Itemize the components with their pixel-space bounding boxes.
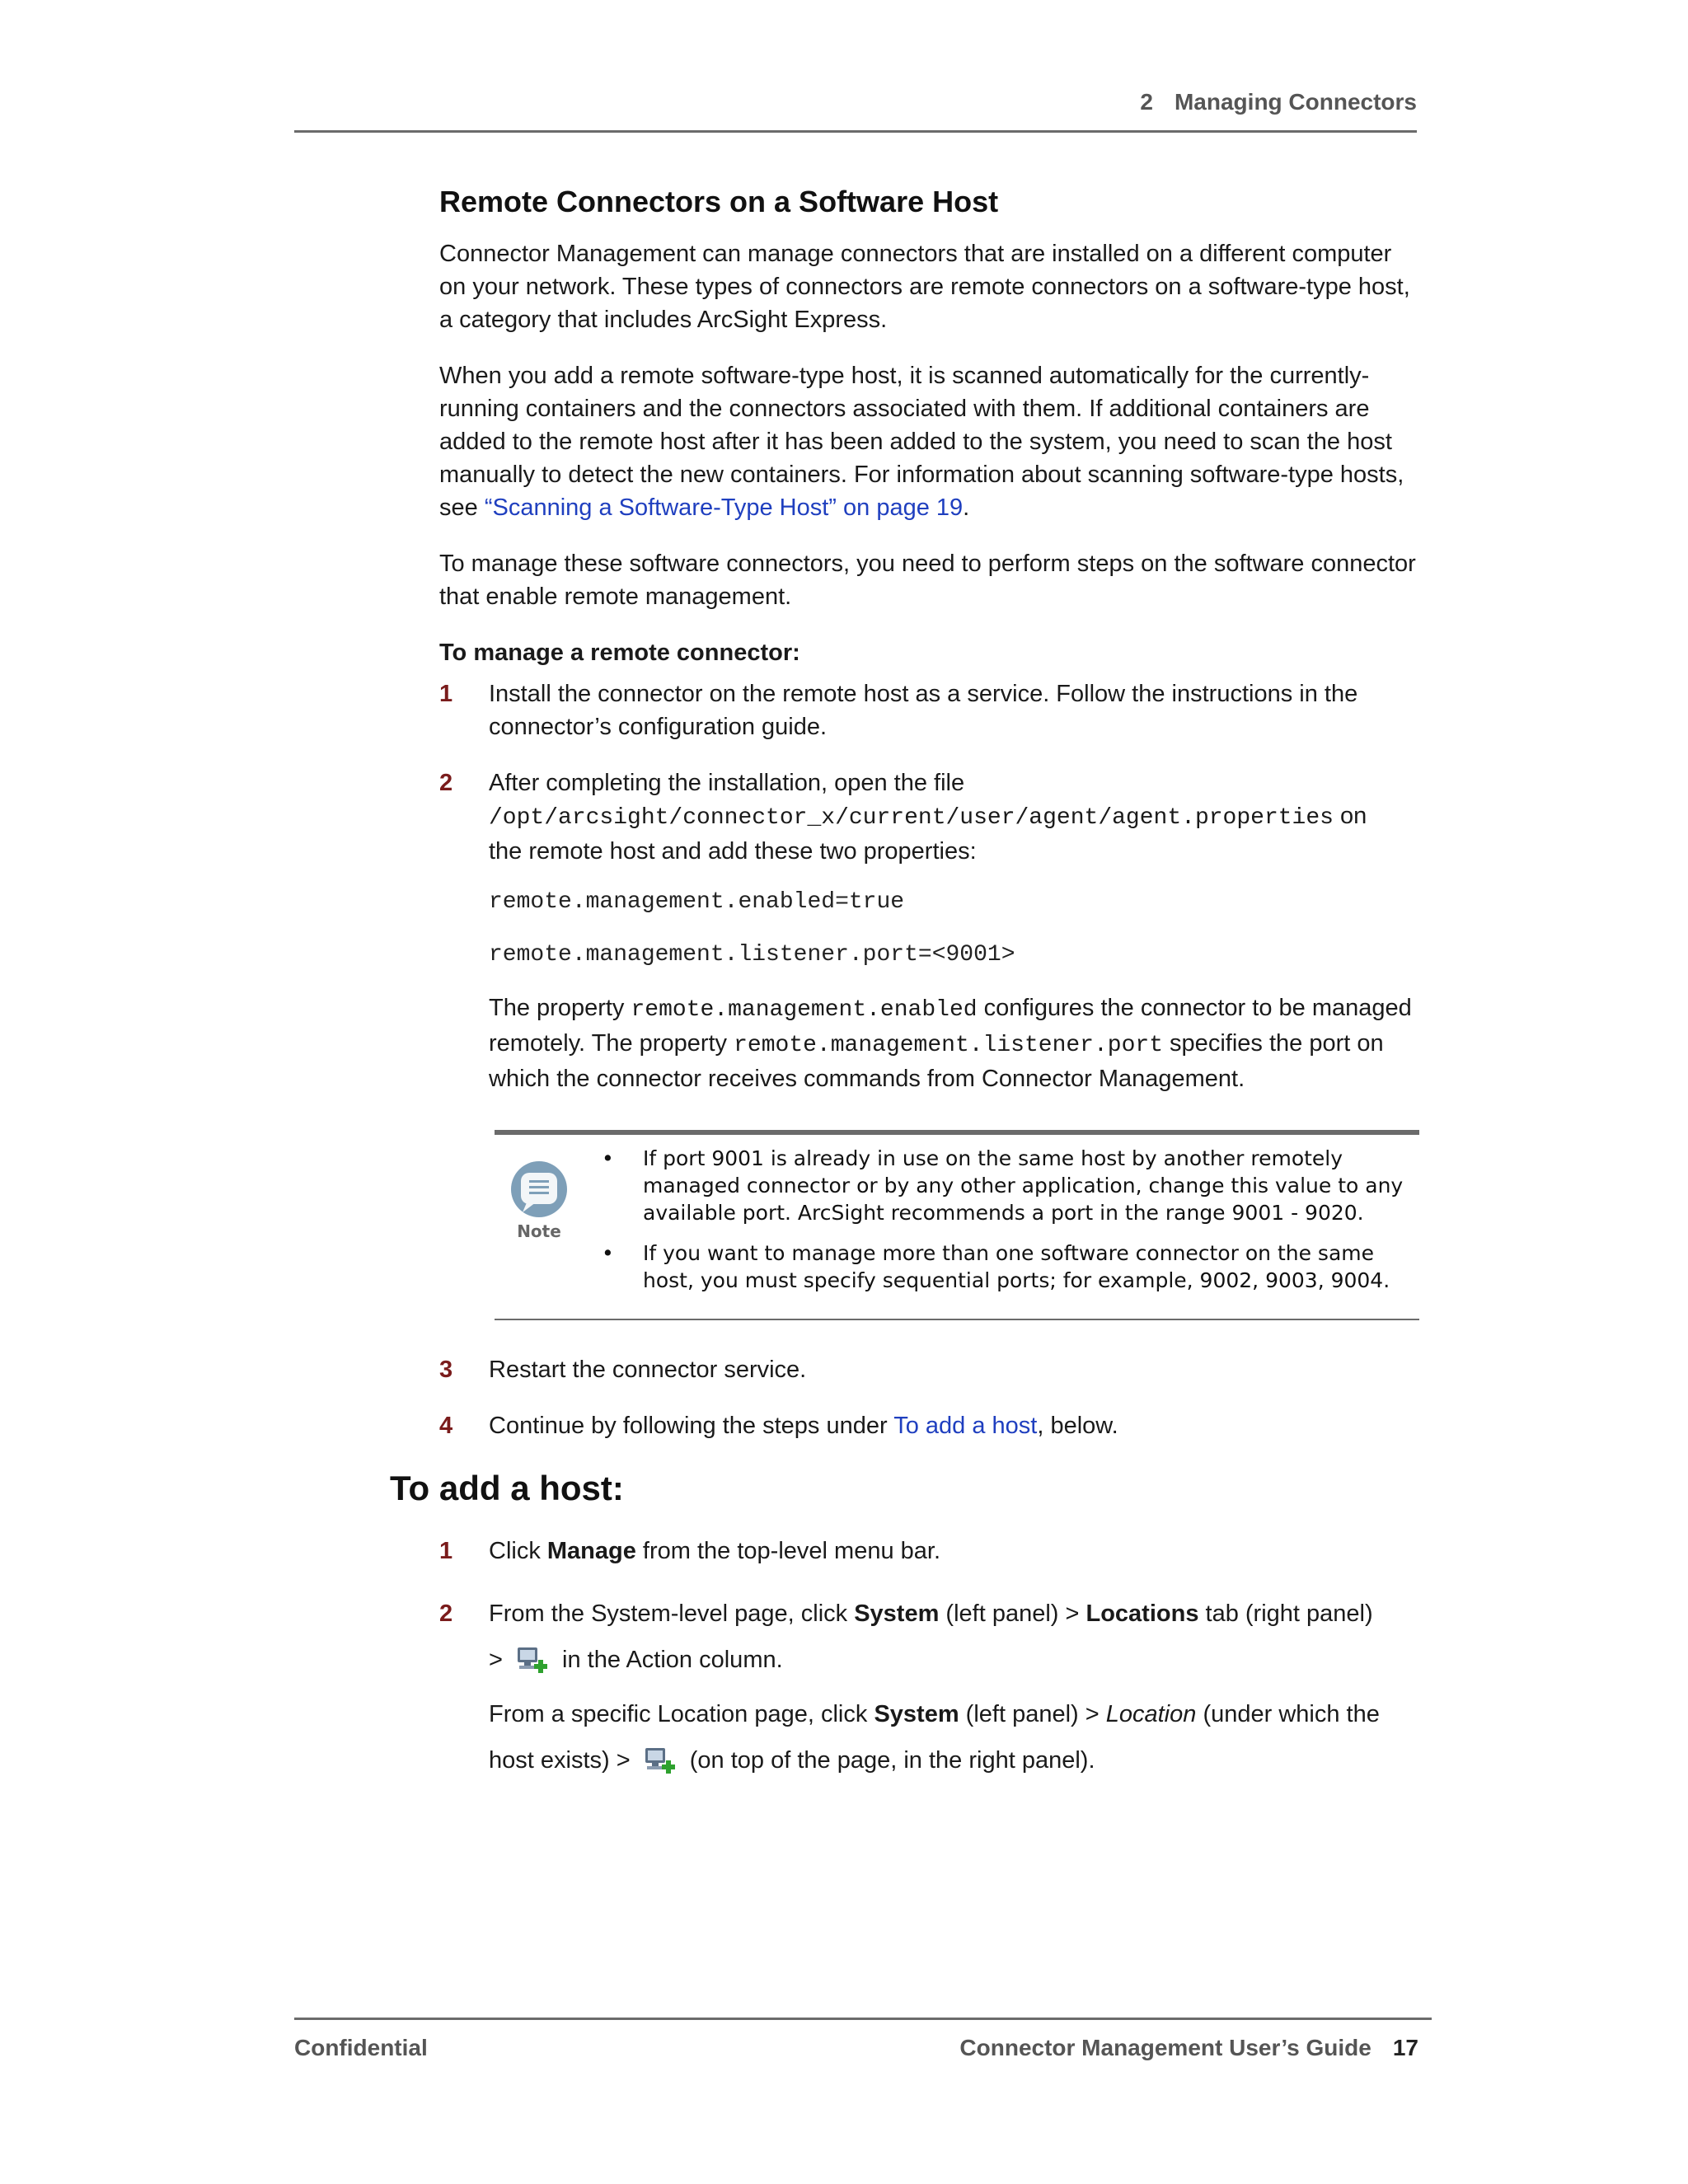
step-text-location-level — [489, 1691, 1420, 1783]
add-host-step-2 — [439, 1591, 1420, 1783]
code-enabled: remote.management.enabled=true — [489, 889, 905, 915]
property-enabled: remote.management.enabled — [631, 997, 978, 1023]
step-number: 4 — [439, 1413, 453, 1439]
paragraph-intro: Connector Management can manage connectors that are installed on a different computer on your network. These types of connectors are remote connectors on a software-type host, a category that includes ArcSight Express. — [439, 241, 1410, 333]
footer-right — [959, 2035, 1418, 2061]
step-text: Click — [489, 1538, 547, 1564]
note-item — [602, 1145, 1419, 1226]
paragraph-scan — [439, 359, 1420, 524]
step-text: (left panel) > — [959, 1701, 1106, 1727]
note-box — [495, 1130, 1419, 1320]
locations-tab-ref: Locations — [1085, 1601, 1199, 1627]
page-footer — [294, 2018, 1432, 2060]
step-text: (left panel) > — [939, 1601, 1086, 1627]
manage-menu-ref: Manage — [546, 1538, 636, 1564]
add-host-step-1 — [439, 1535, 1420, 1568]
paragraph-manage: To manage these software connectors, you need to perform steps on the software connector that enable remote management. — [439, 551, 1416, 610]
step-text: Continue by following the steps under — [489, 1413, 894, 1439]
note-icon — [506, 1155, 580, 1245]
step-text: (under which the host exists) > — [489, 1701, 1380, 1774]
explain-text: configures the connector to be managed remotely. The property — [489, 995, 1412, 1057]
step-number: 2 — [439, 1601, 453, 1627]
note-item-text: If port 9001 is already in use on the same host by another remotely managed connector or by any other application, change this value to any available port. ArcSight recommends a port in the range 9001 - 9020. — [643, 1146, 1404, 1225]
step-number: 3 — [439, 1357, 453, 1383]
step-text: , below. — [1037, 1413, 1118, 1439]
system-ref: System — [874, 1701, 959, 1727]
step-text-on: on — [1333, 803, 1367, 829]
add-host-heading: To add a host: — [390, 1469, 624, 1507]
add-host-link[interactable]: To add a host — [893, 1413, 1038, 1439]
step-3 — [439, 1353, 1420, 1386]
explain-text: The property — [489, 995, 631, 1021]
page-header — [294, 89, 1417, 133]
paragraph-scan-text: When you add a remote software-type host, it is scanned automatically for the currently-running containers and the connectors associated with them. If additional containers are added to the remote host after it has been added to the system, you need to scan the host manually to detect the new containers. For information about scanning software-type hosts, see — [439, 363, 1404, 521]
step-text: From a specific Location page, click — [489, 1701, 874, 1727]
add-host-icon — [516, 1644, 549, 1677]
system-ref: System — [854, 1601, 940, 1627]
step-number: 1 — [439, 681, 453, 707]
bullet: • — [602, 1241, 614, 1265]
add-host-icon — [644, 1745, 677, 1778]
code-listener-port: remote.management.listener.port=<9001> — [489, 942, 1015, 968]
footer-guide-title: Connector Management User’s Guide — [959, 2035, 1372, 2060]
step-text: (on top of the page, in the right panel). — [682, 1747, 1095, 1774]
step-text: Install the connector on the remote host as a service. Follow the instructions in the connector’s configuration guide. — [489, 681, 1358, 740]
step-text-system-level — [489, 1591, 1420, 1683]
location-ref: Location — [1105, 1701, 1197, 1727]
page-number: 17 — [1392, 2035, 1418, 2060]
step-text: in the Action column. — [556, 1647, 783, 1673]
step-path-line — [489, 799, 1420, 835]
step-text: From the System-level page, click — [489, 1601, 855, 1627]
step-text: from the top-level menu bar. — [635, 1538, 941, 1564]
paragraph-scan-end: . — [963, 494, 970, 521]
note-label: Note — [517, 1221, 561, 1241]
note-item-text: If you want to manage more than one software connector on the same host, you must specify sequential ports; for example, 9002, 9003, 9004. — [643, 1241, 1390, 1292]
property-explanation — [489, 991, 1420, 1095]
agent-properties-path: /opt/arcsight/connector_x/current/user/agent/agent.properties — [489, 805, 1334, 831]
chapter-title: Managing Connectors — [1174, 89, 1417, 115]
step-text: After completing the installation, open the file — [489, 770, 965, 796]
step-1 — [439, 677, 1420, 743]
explain-text: specifies the port on which the connector receives commands from Connector Management. — [489, 1030, 1384, 1092]
footer-confidential: Confidential — [294, 2035, 428, 2060]
step-text: > — [489, 1647, 509, 1673]
note-item — [602, 1240, 1419, 1294]
procedure-title: To manage a remote connector: — [439, 640, 800, 666]
step-text-remote: the remote host and add these two properties: — [489, 838, 977, 865]
step-text: Restart the connector service. — [489, 1357, 807, 1383]
step-number: 2 — [439, 770, 453, 796]
main-content — [390, 181, 1420, 1807]
step-text: tab (right panel) — [1198, 1601, 1373, 1627]
property-listener-port: remote.management.listener.port — [734, 1033, 1163, 1058]
step-number: 1 — [439, 1538, 453, 1564]
section-title: Remote Connectors on a Software Host — [439, 185, 999, 218]
step-2 — [439, 766, 1420, 1095]
step-4 — [439, 1409, 1420, 1442]
chapter-number: 2 — [1140, 89, 1153, 115]
note-list — [495, 1145, 1419, 1294]
scanning-host-link[interactable]: “Scanning a Software-Type Host” on page 19 — [484, 494, 964, 521]
bullet: • — [602, 1146, 614, 1170]
